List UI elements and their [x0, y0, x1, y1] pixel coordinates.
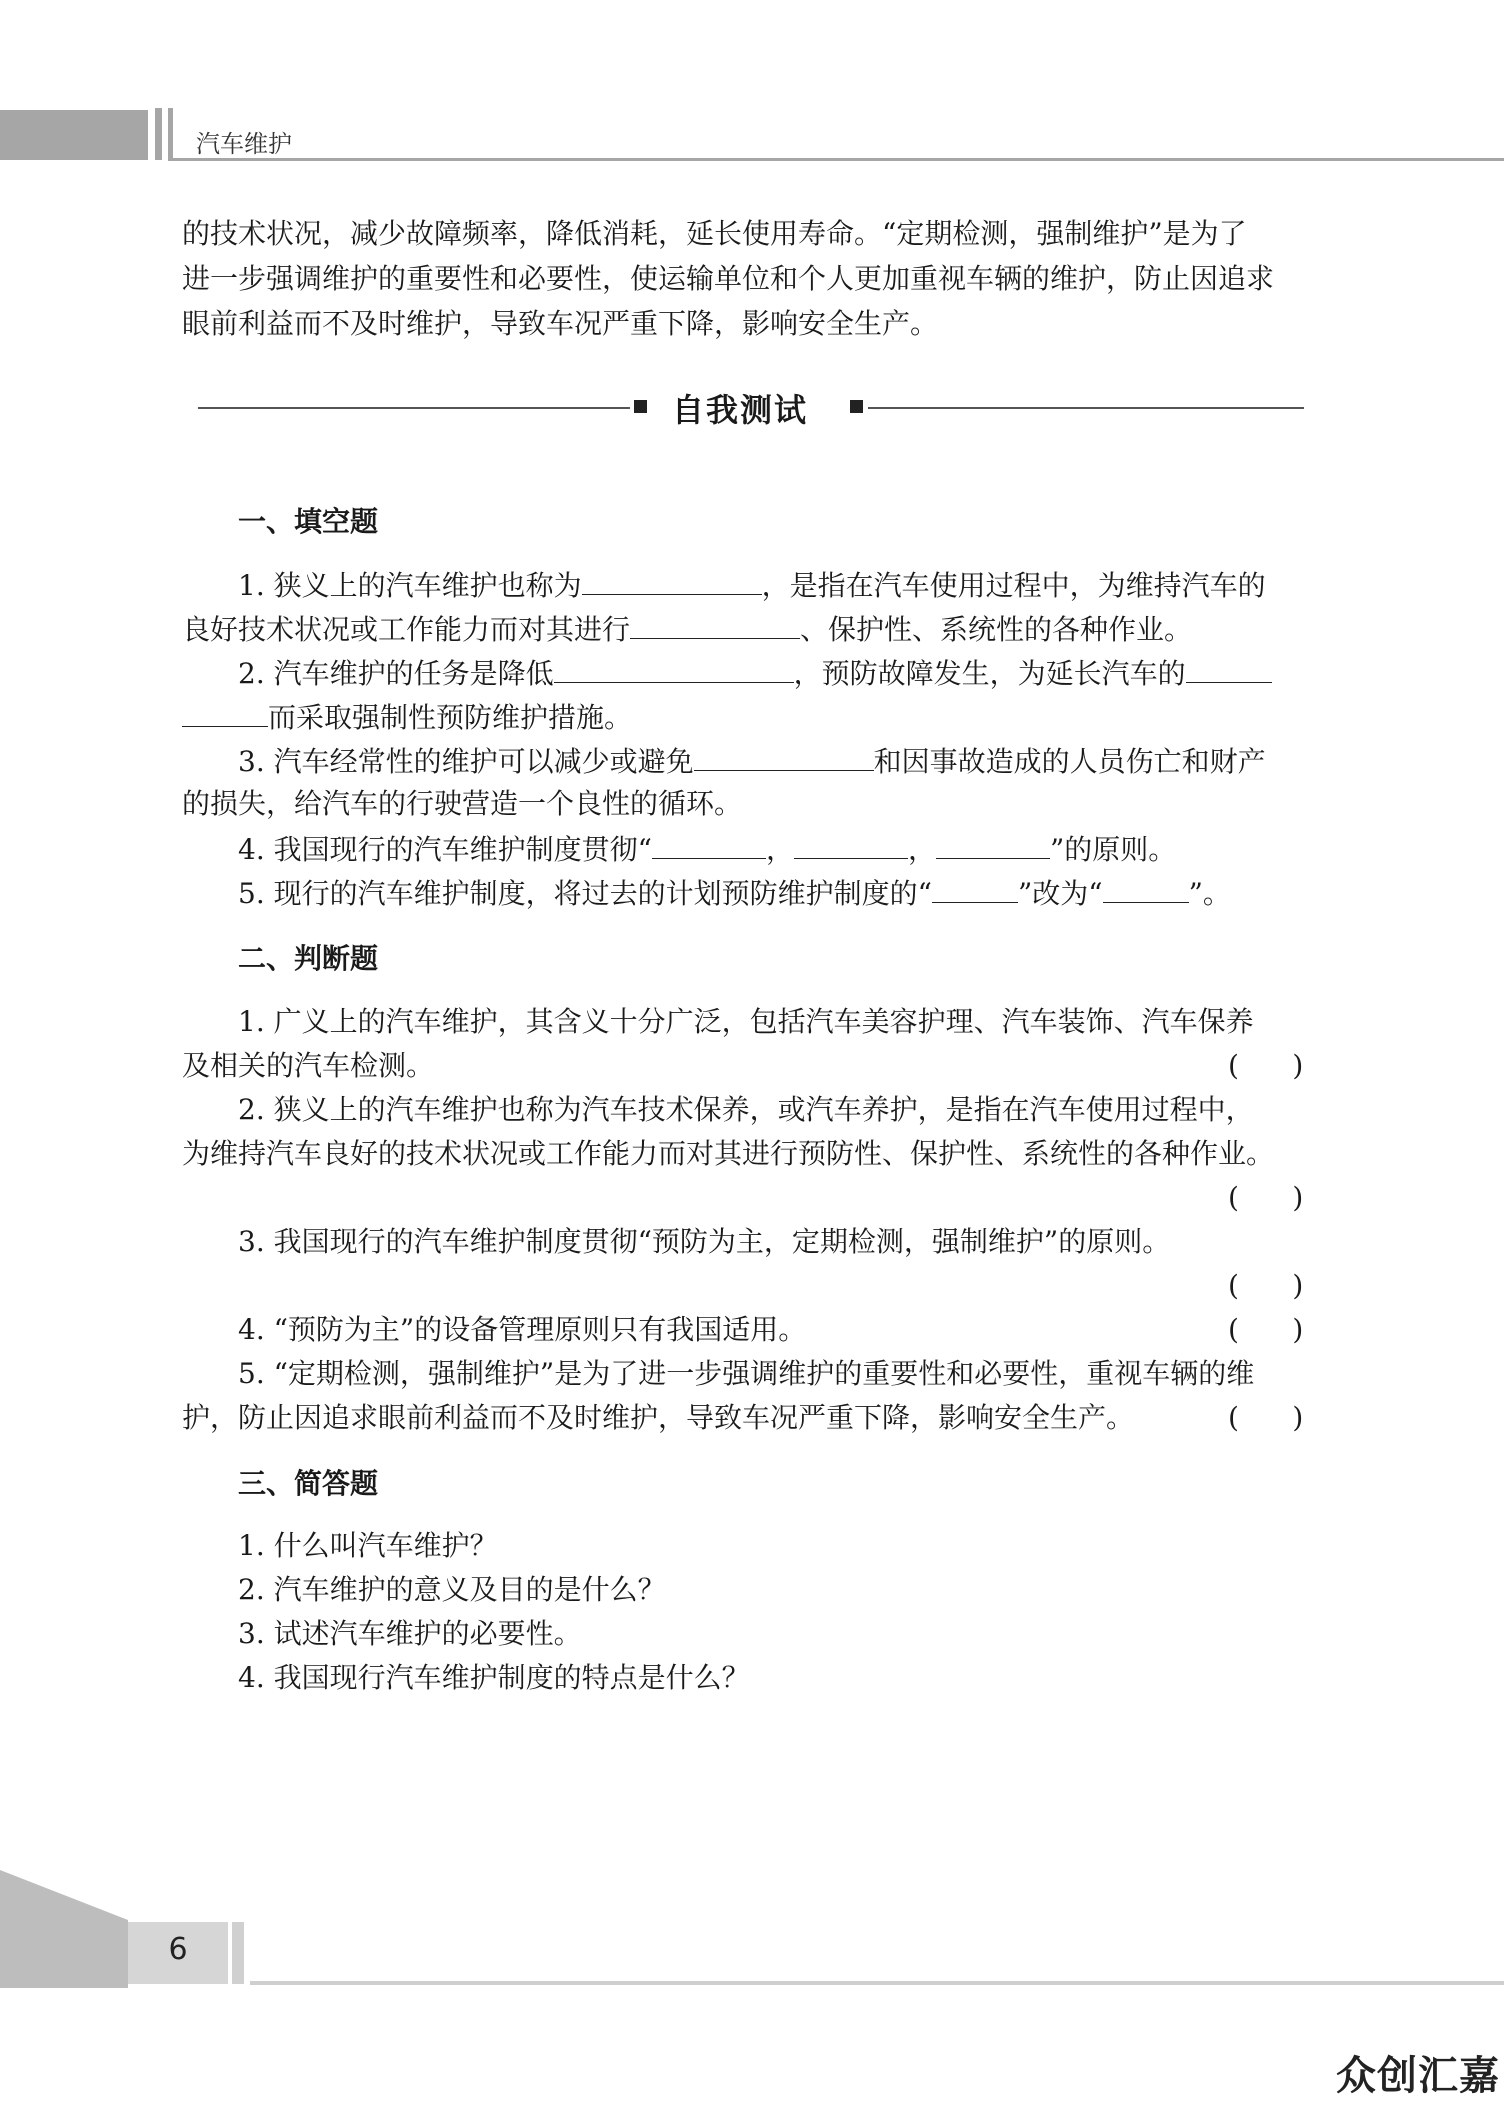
short-answer-item: 2. 汽车维护的意义及目的是什么？ — [238, 1573, 666, 1606]
fill-q2-line2: 而采取强制性预防维护措施。 — [182, 694, 632, 740]
judge-q5-line1: 5. “定期检测，强制维护”是为了进一步强调维护的重要性和必要性，重视车辆的维 — [238, 1357, 1255, 1390]
judge-q2-line1: 2. 狭义上的汽车维护也称为汽车技术保养，或汽车养护，是指在汽车使用过程中， — [238, 1093, 1254, 1126]
answer-parentheses[interactable]: ( ) — [1228, 1313, 1304, 1346]
answer-parentheses[interactable]: ( ) — [1228, 1049, 1304, 1082]
answer-parentheses[interactable]: ( ) — [1228, 1401, 1304, 1434]
answer-blank[interactable] — [182, 694, 268, 727]
footer-rule — [250, 1981, 1504, 1985]
answer-blank[interactable] — [694, 738, 874, 771]
fill-q3-line2: 的损失，给汽车的行驶营造一个良性的循环。 — [182, 787, 743, 820]
judge-q3: 3. 我国现行的汽车维护制度贯彻“预防为主，定期检测，强制维护”的原则。 — [238, 1225, 1171, 1258]
judge-q1-line2: 及相关的汽车检测。 — [182, 1049, 435, 1082]
fill-q4: 4. 我国现行的汽车维护制度贯彻“ ， ， ”的原则。 — [238, 826, 1176, 872]
answer-blank[interactable] — [932, 870, 1018, 903]
section-title: 自我测试 — [672, 391, 809, 429]
answer-parentheses[interactable]: ( ) — [1228, 1181, 1304, 1214]
fill-in-heading: 一、填空题 — [238, 505, 379, 538]
short-answer-item: 1. 什么叫汽车维护？ — [238, 1529, 498, 1562]
intro-line: 的技术状况，减少故障频率，降低消耗，延长使用寿命。“定期检测，强制维护”是为了 — [182, 217, 1247, 250]
watermark-logo: 众创汇嘉 — [1336, 2053, 1500, 2099]
running-header-title: 汽车维护 — [196, 130, 292, 158]
answer-blank[interactable] — [794, 826, 908, 859]
fill-q2-line1: 2. 汽车维护的任务是降低 ，预防故障发生，为延长汽车的 — [238, 650, 1272, 696]
section-rule-right — [868, 407, 1304, 409]
fill-q1-line1: 1. 狭义上的汽车维护也称为 ，是指在汽车使用过程中，为维持汽车的 — [238, 562, 1266, 608]
intro-line: 眼前利益而不及时维护，导致车况严重下降，影响安全生产。 — [182, 307, 939, 340]
fill-q1-line2: 良好技术状况或工作能力而对其进行 、保护性、系统性的各种作业。 — [182, 606, 1192, 652]
answer-blank[interactable] — [582, 562, 762, 595]
judge-q1-line1: 1. 广义上的汽车维护，其含义十分广泛，包括汽车美容护理、汽车装饰、汽车保养 — [238, 1005, 1254, 1038]
judge-q5-line2: 护，防止因追求眼前利益而不及时维护，导致车况严重下降，影响安全生产。 — [182, 1401, 1135, 1434]
answer-blank[interactable] — [1186, 650, 1272, 683]
short-answer-item: 4. 我国现行汽车维护制度的特点是什么？ — [238, 1661, 750, 1694]
section-rule-left — [198, 407, 630, 409]
header-gray-block — [0, 110, 148, 160]
answer-blank[interactable] — [1103, 870, 1189, 903]
fill-q5: 5. 现行的汽车维护制度，将过去的计划预防维护制度的“ ”改为“ ”。 — [238, 870, 1231, 916]
judge-heading: 二、判断题 — [238, 942, 379, 975]
answer-blank[interactable] — [554, 650, 794, 683]
footer-bar — [232, 1922, 244, 1984]
header-bar — [155, 108, 162, 160]
judge-q4: 4. “预防为主”的设备管理原则只有我国适用。 — [238, 1313, 807, 1346]
section-square-icon — [634, 400, 647, 413]
answer-parentheses[interactable]: ( ) — [1228, 1269, 1304, 1302]
header-bar — [168, 108, 173, 160]
answer-blank[interactable] — [652, 826, 766, 859]
judge-q2-line2: 为维持汽车良好的技术状况或工作能力而对其进行预防性、保护性、系统性的各种作业。 — [182, 1137, 1275, 1170]
answer-blank[interactable] — [630, 606, 800, 639]
short-answer-heading: 三、简答题 — [238, 1467, 379, 1500]
fill-q3-line1: 3. 汽车经常性的维护可以减少或避免 和因事故造成的人员伤亡和财产 — [238, 738, 1266, 784]
page-number: 6 — [168, 1932, 188, 1967]
section-square-icon — [850, 400, 863, 413]
intro-line: 进一步强调维护的重要性和必要性，使运输单位和个人更加重视车辆的维护，防止因追求 — [182, 262, 1275, 295]
header-rule — [168, 158, 1504, 161]
short-answer-item: 3. 试述汽车维护的必要性。 — [238, 1617, 582, 1650]
answer-blank[interactable] — [936, 826, 1050, 859]
